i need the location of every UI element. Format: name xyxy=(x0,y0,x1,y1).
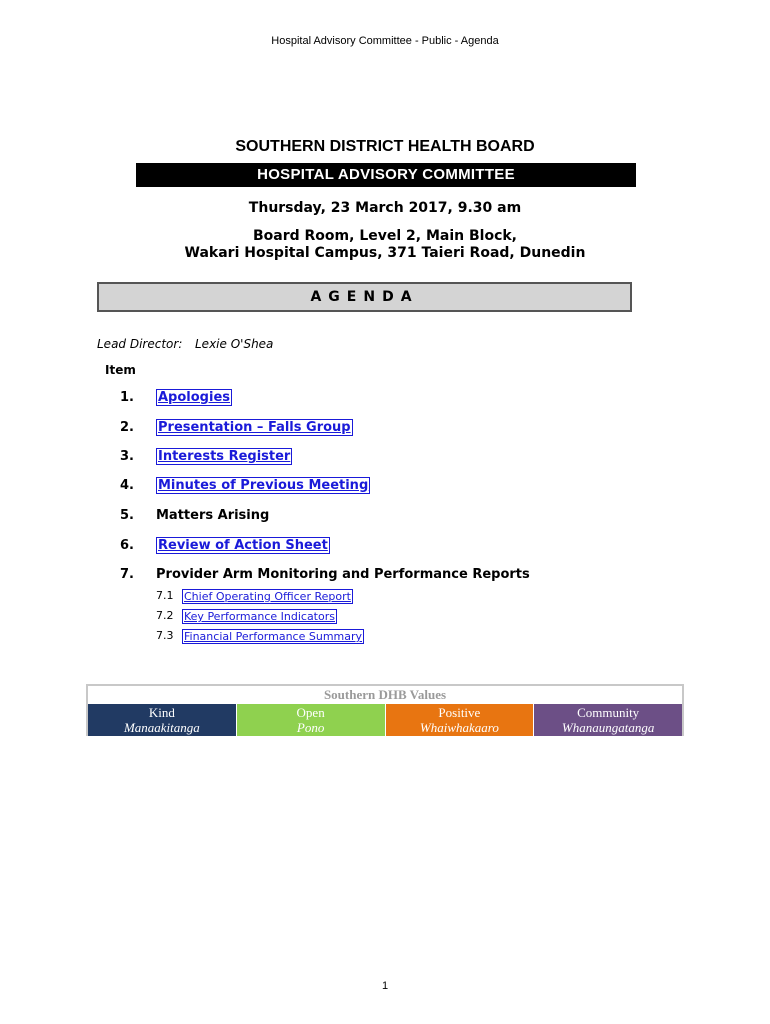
value-cell-kind xyxy=(88,704,237,736)
item-number: 6. xyxy=(120,538,134,553)
agenda-link-minutes[interactable]: Minutes of Previous Meeting xyxy=(158,478,369,493)
item-number: 4. xyxy=(120,478,134,493)
value-maori: Pono xyxy=(296,720,325,735)
agenda-link-apologies[interactable]: Apologies xyxy=(158,390,231,405)
value-english: Kind xyxy=(148,705,175,720)
subitem-link-financial-summary[interactable]: Financial Performance Summary xyxy=(184,630,363,643)
values-title: Southern DHB Values xyxy=(323,687,447,702)
lead-director-label: Lead Director: xyxy=(97,337,183,351)
item-number: 2. xyxy=(120,420,134,435)
lead-director-name: Lexie O'Shea xyxy=(195,337,274,351)
values-table xyxy=(86,684,684,736)
agenda-link-interests-register[interactable]: Interests Register xyxy=(158,449,291,464)
subitem-link-coo-report[interactable]: Chief Operating Officer Report xyxy=(184,590,351,603)
item-column-header: Item xyxy=(105,363,136,377)
agenda-item-provider-reports: Provider Arm Monitoring and Performance Reports xyxy=(156,567,530,582)
subitem-number: 7.2 xyxy=(156,609,174,622)
running-header: Hospital Advisory Committee - Public - Agenda xyxy=(271,35,499,47)
value-cell-community xyxy=(534,704,682,736)
meeting-venue-line1: Board Room, Level 2, Main Block, xyxy=(252,228,517,244)
value-cell-open xyxy=(237,704,386,736)
value-english: Open xyxy=(296,705,325,720)
value-maori: Whanaungatanga xyxy=(561,720,655,735)
value-maori: Manaakitanga xyxy=(123,720,200,735)
item-number: 7. xyxy=(120,567,134,582)
values-row xyxy=(88,704,682,736)
agenda-link-presentation[interactable]: Presentation – Falls Group xyxy=(158,420,351,435)
subitem-number: 7.3 xyxy=(156,629,174,642)
value-cell-positive xyxy=(386,704,535,736)
committee-title: HOSPITAL ADVISORY COMMITTEE xyxy=(136,163,636,187)
value-english: Positive xyxy=(438,705,481,720)
agenda-heading: AGENDA xyxy=(97,282,632,312)
item-number: 3. xyxy=(120,449,134,464)
item-number: 5. xyxy=(120,508,134,523)
page-number: 1 xyxy=(381,980,389,992)
agenda-item-matters-arising: Matters Arising xyxy=(156,508,270,523)
agenda-link-action-sheet[interactable]: Review of Action Sheet xyxy=(158,538,328,553)
item-number: 1. xyxy=(120,390,134,405)
meeting-venue-line2: Wakari Hospital Campus, 371 Taieri Road, Dunedin xyxy=(184,245,586,261)
value-maori: Whaiwhakaaro xyxy=(419,720,499,735)
value-english: Community xyxy=(577,705,640,720)
meeting-date: Thursday, 23 March 2017, 9.30 am xyxy=(248,200,522,216)
subitem-number: 7.1 xyxy=(156,589,174,602)
subitem-link-kpis[interactable]: Key Performance Indicators xyxy=(184,610,335,623)
org-title: SOUTHERN DISTRICT HEALTH BOARD xyxy=(235,138,535,155)
